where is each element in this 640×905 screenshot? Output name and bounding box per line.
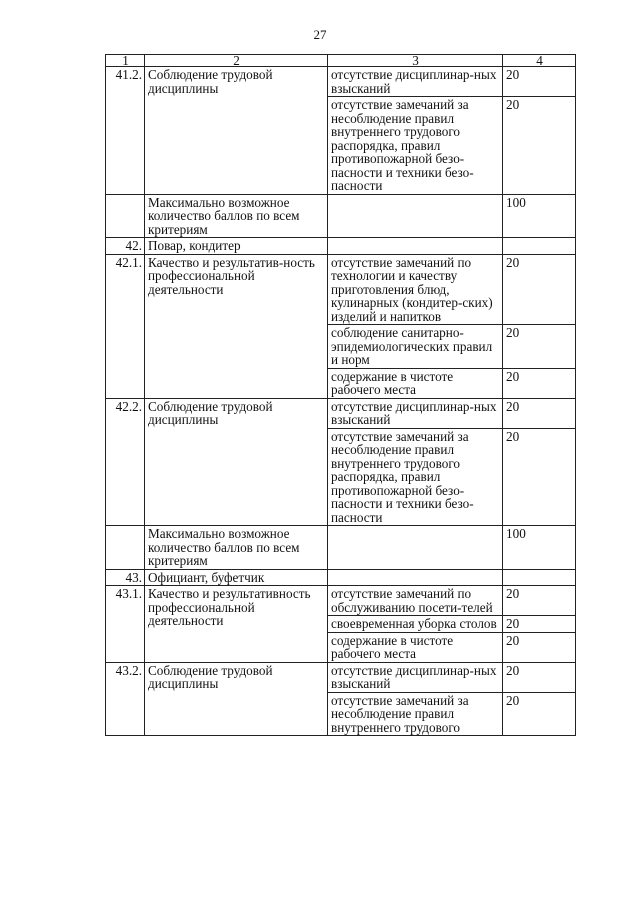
table-row [106, 586, 576, 616]
points-value: 20 [503, 398, 576, 428]
points-value: 20 [503, 616, 576, 633]
header-cell: 2 [145, 55, 328, 67]
table-row [106, 662, 576, 692]
header-cell: 4 [503, 55, 576, 67]
table-row [106, 254, 576, 325]
page-number: 27 [313, 27, 327, 42]
criterion-number: 42.1. [106, 254, 145, 398]
points-value: 20 [503, 632, 576, 662]
points-value: 20 [503, 97, 576, 195]
section-title: Повар, кондитер [145, 238, 328, 255]
indicator-text: содержание в чистоте рабочего места [328, 632, 503, 662]
points-value: 20 [503, 428, 576, 526]
criterion-number: 43.1. [106, 586, 145, 663]
criterion-number: 41.2. [106, 67, 145, 195]
indicator-text: отсутствие замечаний за несоблюдение правил внутреннего трудового распорядка, правил противопожарной безо-пасности и техники безо-пасности [328, 97, 503, 195]
section-row [106, 238, 576, 255]
table-row [106, 194, 576, 238]
section-row [106, 569, 576, 586]
criterion-name: Соблюдение трудовой дисциплины [145, 398, 328, 526]
criteria-table [105, 54, 576, 736]
max-score-label: Максимально возможное количество баллов по всем критериям [145, 194, 328, 238]
points-value: 20 [503, 67, 576, 97]
criterion-number: 42.2. [106, 398, 145, 526]
indicator-text: соблюдение санитарно-эпидемиологических правил и норм [328, 325, 503, 369]
table-row [106, 67, 576, 97]
max-score-value: 100 [503, 526, 576, 570]
indicator-text: отсутствие дисциплинар-ных взысканий [328, 398, 503, 428]
max-score-label: Максимально возможное количество баллов по всем критериям [145, 526, 328, 570]
indicator-text: отсутствие замечаний по технологии и качеству приготовления блюд, кулинарных (кондитер-ских) изделий и напитков [328, 254, 503, 325]
header-cell: 1 [106, 55, 145, 67]
header-row [106, 55, 576, 67]
criterion-name: Качество и результатив-ность профессиональной деятельности [145, 254, 328, 398]
section-number: 43. [106, 569, 145, 586]
points-value: 20 [503, 368, 576, 398]
indicator-text: отсутствие замечаний за несоблюдение правил внутреннего трудового [328, 692, 503, 736]
criterion-name: Качество и результативность профессиональной деятельности [145, 586, 328, 663]
indicator-text: отсутствие дисциплинар-ных взысканий [328, 67, 503, 97]
table-row [106, 526, 576, 570]
criterion-name: Соблюдение трудовой дисциплины [145, 67, 328, 195]
header-cell: 3 [328, 55, 503, 67]
section-title: Официант, буфетчик [145, 569, 328, 586]
section-number: 42. [106, 238, 145, 255]
criterion-name: Соблюдение трудовой дисциплины [145, 662, 328, 736]
indicator-text: своевременная уборка столов [328, 616, 503, 633]
max-score-value: 100 [503, 194, 576, 238]
indicator-text: отсутствие дисциплинар-ных взысканий [328, 662, 503, 692]
points-value: 20 [503, 325, 576, 369]
table-row [106, 398, 576, 428]
indicator-text: отсутствие замечаний за несоблюдение правил внутреннего трудового распорядка, правил противопожарной безо-пасности и техники безо-пасности [328, 428, 503, 526]
points-value: 20 [503, 254, 576, 325]
points-value: 20 [503, 692, 576, 736]
points-value: 20 [503, 586, 576, 616]
points-value: 20 [503, 662, 576, 692]
indicator-text: содержание в чистоте рабочего места [328, 368, 503, 398]
criterion-number: 43.2. [106, 662, 145, 736]
indicator-text: отсутствие замечаний по обслуживанию посети-телей [328, 586, 503, 616]
